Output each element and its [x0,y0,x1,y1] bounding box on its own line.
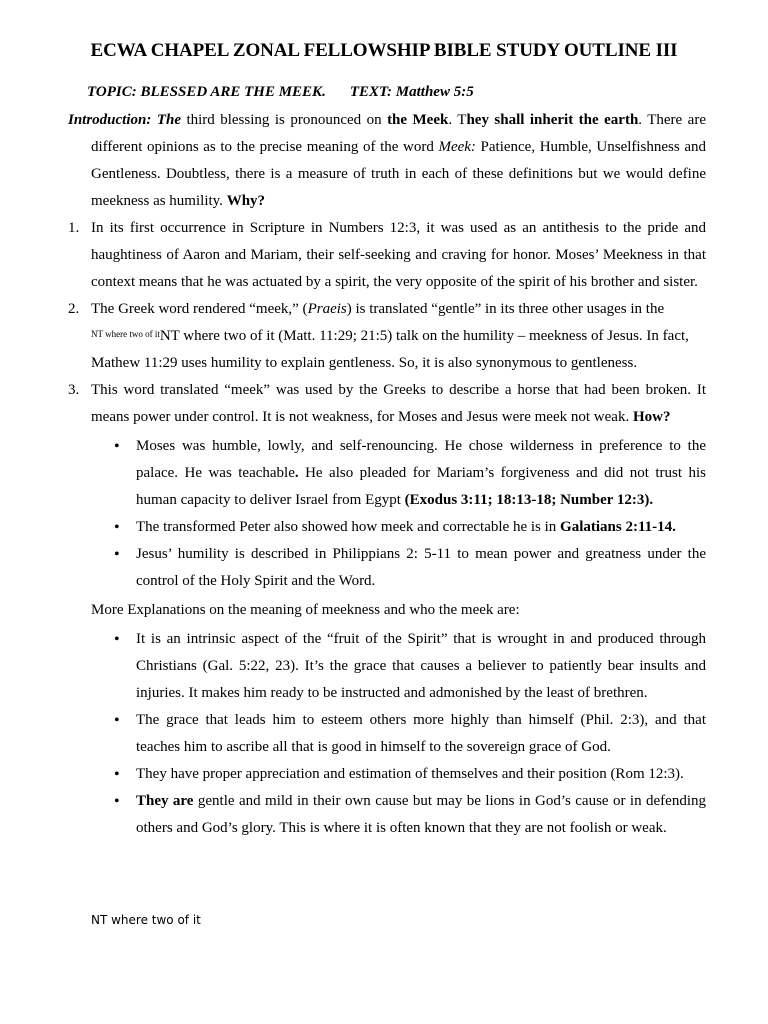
text-reference: TEXT: Matthew 5:5 [349,84,474,100]
point-number: 3. [68,382,80,398]
list-item [136,707,706,761]
bullet-text: They have proper appreciation and estimation of themselves and their position (Rom 12:3). [136,766,684,782]
point-text: NT where two of it (Matt. 11:29; 21:5) talk on the humility – meekness of Jesus. In fact, Mathew 11:29 uses humility to explain gentleness. So, it is also synonymous to gentleness. [91,328,689,371]
bullet-bold: Galatians 2:11-14. [560,519,676,535]
point-number: 2. [68,301,80,317]
document-body [68,107,706,842]
topic-label: TOPIC: BLESSED ARE THE MEEK. [87,84,326,100]
bullet-text: Jesus’ humility is described in Philippians 2: 5-11 to mean power and greatness under the control of the Holy Spirit and the Word. [136,546,706,589]
intro-lead: Introduction: The [68,112,181,128]
point-italic: Praeis [307,301,347,317]
bullet-text: It is an intrinsic aspect of the “fruit of the Spirit” that is wrought in and produced through Christians (Gal. 5:22, 23). It’s the grace that causes a believer to patiently bear insults and injuries. It makes him ready to be instructed and admonished by the least of brethren. [136,631,706,701]
point-text: ) is translated “gentle” in its three other usages in the [346,301,665,317]
topic-line [87,84,474,101]
intro-bold: Why? [226,193,266,209]
more-explanations-heading: More Explanations on the meaning of meekness and who the meek are: [91,602,520,618]
numbered-point-3 [68,377,706,431]
intro-text: Patience, Humble, Unselfishness and Gentleness. Doubtless, there is a measure of truth in each of these definitions but we would define meekness as humility. [91,139,707,209]
meekness-examples-list [68,433,706,595]
bullet-text: gentle and mild in their own cause but may be lions in God’s cause or in defending others and God’s glory. This is where it is often known that they are not foolish or weak. [136,793,706,836]
list-item [136,541,706,595]
intro-italic: Meek: [438,139,476,155]
list-item [136,433,706,514]
intro-bold: the Meek [387,112,449,128]
numbered-point-1 [68,215,706,296]
list-item [136,761,706,788]
bullet-text: The transformed Peter also showed how meek and correctable he is in [136,519,561,535]
numbered-point-2 [68,296,706,377]
point-text: In its first occurrence in Scripture in Numbers 12:3, it was used as an antithesis to the pride and haughtiness of Aaron and Mariam, their self-seeking and craving for honor. Moses’ Meekness in that context means that he was actuated by a spirit, the very opposite of the spirit of his brother and sister. [91,220,706,290]
page-title: ECWA CHAPEL ZONAL FELLOWSHIP BIBLE STUDY OUTLINE III [90,40,678,61]
point-text: This word translated “meek” was used by the Greeks to describe a horse that had been broken. It means power under control. It is not weakness, for Moses and Jesus were meek not weak. [91,382,706,425]
footnote: NT where two of it [91,913,201,927]
intro-text: third blessing is pronounced on [180,112,388,128]
intro-text: . There are different opinions as to the precise meaning of the word [91,112,706,155]
list-item [136,514,706,541]
bullet-text: He also pleaded for Mariam’s forgiveness and did not trust his human capacity to deliver Israel from Egypt [136,465,706,508]
point-bold: How? [632,409,671,425]
point-text: The Greek word rendered “meek,” ( [91,301,308,317]
footnote-reference: NT where two of it [91,329,160,339]
intro-text: . T [448,112,467,128]
point-number: 1. [68,220,80,236]
meekness-explanations-list [68,626,706,842]
bullet-text: The grace that leads him to esteem others more highly than himself (Phil. 2:3), and that teaches him to ascribe all that is good in himself to the sovereign grace of God. [136,712,706,755]
bullet-bold: They are [136,793,194,809]
list-item [136,788,706,842]
bullet-bold: (Exodus 3:11; 18:13-18; Number 12:3). [404,492,654,508]
introduction-paragraph [68,107,706,215]
list-item [136,626,706,707]
intro-bold: hey shall inherit the earth [466,112,639,128]
bullet-bold: . [294,465,299,481]
bullet-text: Moses was humble, lowly, and self-renouncing. He chose wilderness in preference to the palace. He was teachable [136,438,706,481]
